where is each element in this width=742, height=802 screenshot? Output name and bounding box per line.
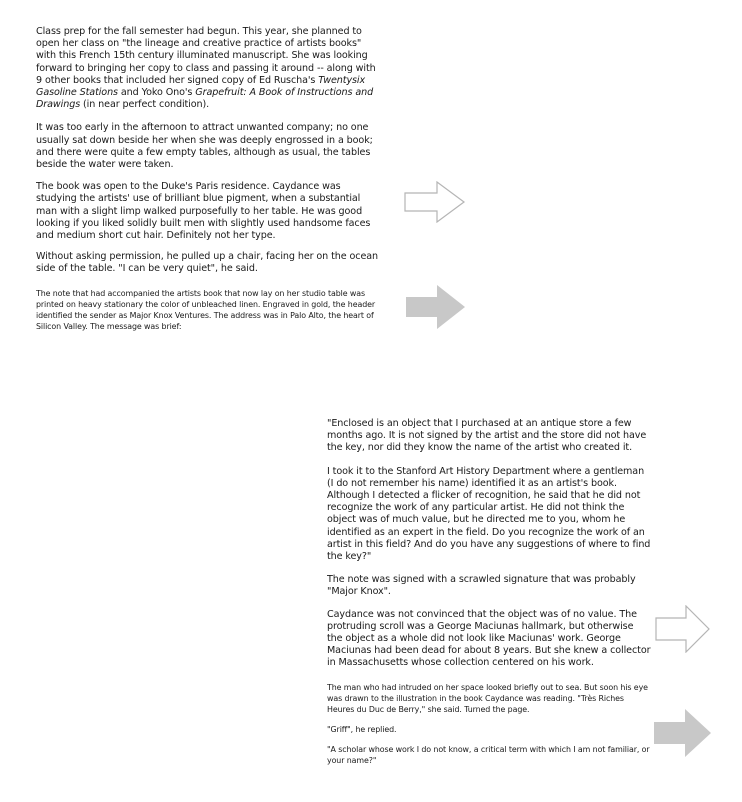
paragraph-caydance-convinced: Caydance was not convinced that the object was of no value. The protruding scroll was a George Maciunas hallmark, but otherwise the object as a whole did not look like Maciunas' work. George Maciunas had been dead for about 8 years. But she knew a collector in Massachusetts whose collection centered on his work. (327, 608, 651, 669)
outline-arrow-icon (404, 181, 466, 223)
filled-arrow-icon (406, 285, 466, 329)
paragraph-the-note: The note that had accompanied the artists book that now lay on her studio table was printed on heavy stationary the color of unbleached linen. Engraved in gold, the header identified the sender as Major Knox Ventures. The address was in Palo Alto, the heart of Silicon Valley. The message was brief: (36, 288, 375, 331)
outline-arrow-icon (655, 605, 711, 653)
paragraph-enclosed-object: "Enclosed is an object that I purchased at an antique store a few months ago. It is not signed by the artist and the store did not have the key, nor did they know the name of the artist who created it. (327, 418, 647, 454)
right-text-column (327, 418, 651, 766)
book-title-grapefruit: Grapefruit: A Book of Instructions and Drawings (36, 87, 374, 111)
filled-arrow-shape (406, 285, 465, 329)
left-text-column (36, 26, 378, 332)
book-title-twentysix: Twentysix Gasoline Stations (36, 74, 366, 99)
paragraph-early-afternoon: It was too early in the afternoon to attract unwanted company; no one usually sat down beside her when she was deeply engrossed in a book; and there were quite a few empty tables, although as usual, the tables beside the water were taken. (36, 122, 373, 171)
paragraph-text: Class prep for the fall semester had begun. This year, she planned to open her class on "the lineage and creative practice of artists books" with this French 15th century illuminated manuscript. She was looking forward to bringing her copy to class and passing it around -- along with 9 other books that included her signed copy of Ed Ruscha's (36, 26, 376, 86)
paragraph-stanford: I took it to the Stanford Art History Department where a gentleman (I do not remember his name) identified it as an artist's book. Although I detected a flicker of recognition, he said that he did not recognize the work of any particular artist. He did not think the object was of much value, but he directed me to you, whom he identified as an expert in the field. Do you recognize the work of an artist in this field? And do you have any suggestions of where to find the key?" (327, 465, 651, 563)
paragraph-signed: The note was signed with a scrawled signature that was probably "Major Knox". (327, 574, 636, 598)
paragraph-griff: "Griff", he replied. (327, 724, 397, 734)
paragraph-class-prep (36, 26, 378, 111)
paragraph-book-open: The book was open to the Duke's Paris residence. Caydance was studying the artists' use of brilliant blue pigment, when a substantial man with a slight limp walked purposefully to her table. He was good looking if you liked solidly built men with slightly used handsome faces and medium short cut hair. Definitely not her type. (36, 181, 371, 242)
paragraph-text: (in near perfect condition). (80, 99, 210, 111)
paragraph-man-intruded: The man who had intruded on her space looked briefly out to sea. But soon his eye was drawn to the illustration in the book Caydance was reading. "Très Riches Heures du Duc de Berry," she said. Turned the page. (327, 682, 648, 714)
outline-arrow-shape (405, 182, 464, 222)
filled-arrow-shape (654, 709, 711, 757)
filled-arrow-icon (654, 709, 712, 757)
outline-arrow-shape (656, 606, 709, 652)
paragraph-text: and Yoko Ono's (117, 87, 196, 99)
paragraph-without-asking: Without asking permission, he pulled up a chair, facing her on the ocean side of the table. "I can be very quiet", he said. (36, 251, 378, 275)
paragraph-scholar: "A scholar whose work I do not know, a critical term with which I am not familiar, or your name?" (327, 745, 650, 766)
